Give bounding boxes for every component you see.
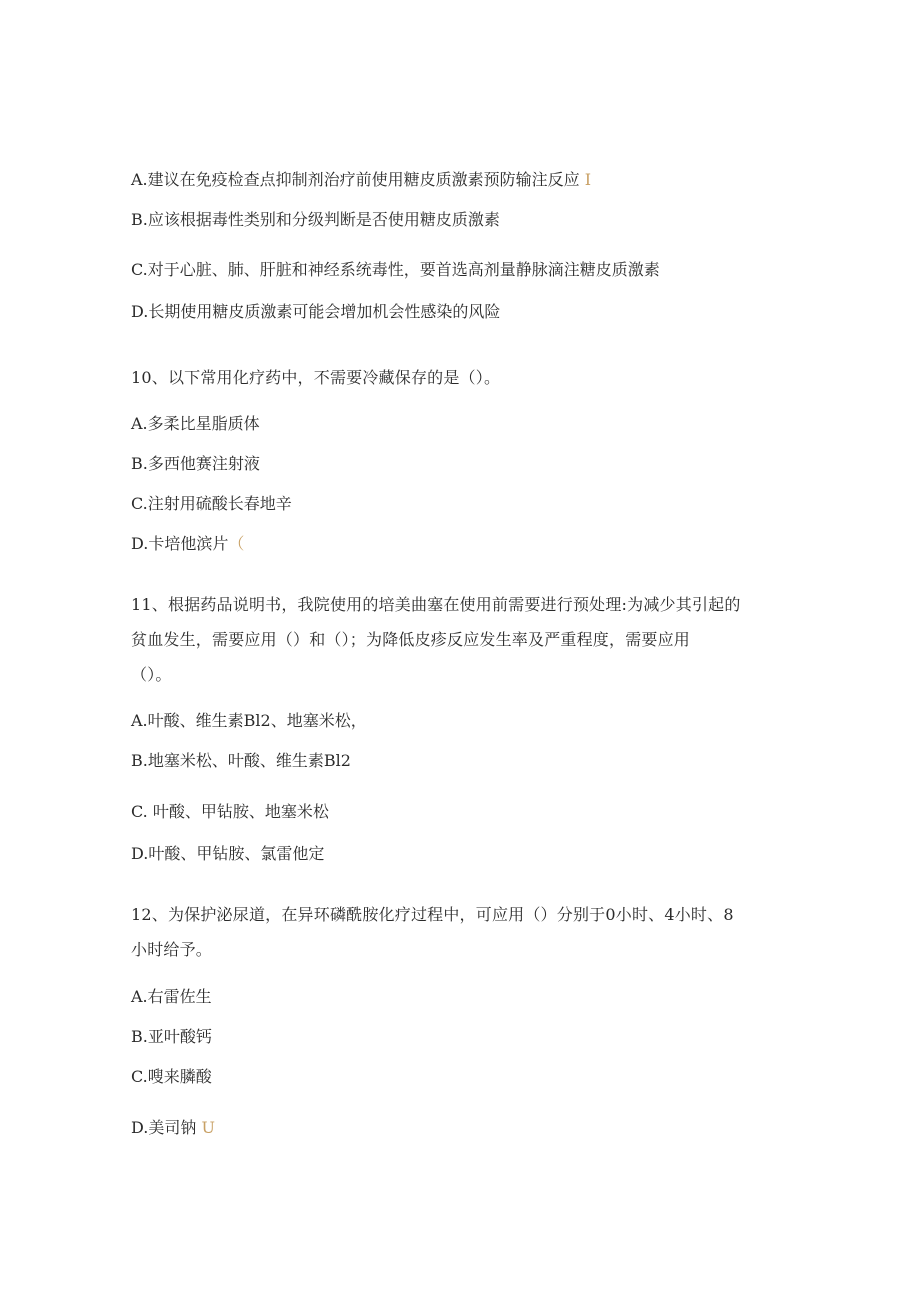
- q12-option-d: [131, 1116, 215, 1140]
- q11-option-c: C. 叶酸、甲钻胺、地塞米松: [131, 802, 329, 821]
- q9-option-d: D.长期使用糖皮质激素可能会增加机会性感染的风险: [131, 302, 501, 321]
- q9-option-b: B.应该根据毒性类别和分级判断是否使用糖皮质激素: [131, 210, 500, 229]
- q11-stem-line-2: 贫血发生，需要应用（）和（）；为降低皮疹反应发生率及严重程度，需要应用: [131, 630, 691, 649]
- q11-stem-line-1: 11、根据药品说明书，我院使用的培美曲塞在使用前需要进行预处理:为减少其引起的: [131, 595, 741, 614]
- q9-option-c: C.对于心脏、肺、肝脏和神经系统毒性，要首选高剂量静脉滴注糖皮质激素: [131, 260, 660, 279]
- q12-option-d-text: D.美司钠: [131, 1118, 197, 1137]
- q11-option-d: D.叶酸、甲钻胺、氯雷他定: [131, 844, 325, 863]
- q11-option-a: A.叶酸、维生素Bl2、地塞米松，: [131, 711, 367, 730]
- q9-option-a-text: A.建议在免疫检查点抑制剂治疗前使用糖皮质激素预防输注反应: [131, 170, 580, 189]
- q10-option-c: C.注射用硫酸长春地辛: [131, 494, 292, 513]
- q10-option-d: [131, 532, 244, 556]
- q12-option-b: B.亚叶酸钙: [131, 1027, 212, 1046]
- q9-option-a-mark: I: [584, 170, 592, 189]
- q12-stem-line-1: 12、为保护泌尿道，在异环磷酰胺化疗过程中，可应用（）分别于0小时、4小时、8: [131, 905, 734, 924]
- q12-option-d-mark: U: [201, 1118, 215, 1137]
- q11-option-b: B.地塞米松、叶酸、维生素Bl2: [131, 751, 351, 770]
- q12-option-a: A.右雷佐生: [131, 987, 212, 1006]
- q12-option-c: C.嗖来膦酸: [131, 1067, 212, 1086]
- q10-stem: 10、以下常用化疗药中，不需要冷藏保存的是（）。: [131, 368, 501, 387]
- q9-option-a: [131, 168, 591, 192]
- q11-stem-line-3: （）。: [131, 665, 172, 684]
- q10-option-d-text: D.卡培他滨片: [131, 534, 229, 553]
- q12-stem-line-2: 小时给予。: [131, 940, 213, 959]
- q10-option-a: A.多柔比星脂质体: [131, 414, 260, 433]
- q10-option-b: B.多西他赛注射液: [131, 454, 260, 473]
- q10-option-d-mark: （: [228, 534, 245, 553]
